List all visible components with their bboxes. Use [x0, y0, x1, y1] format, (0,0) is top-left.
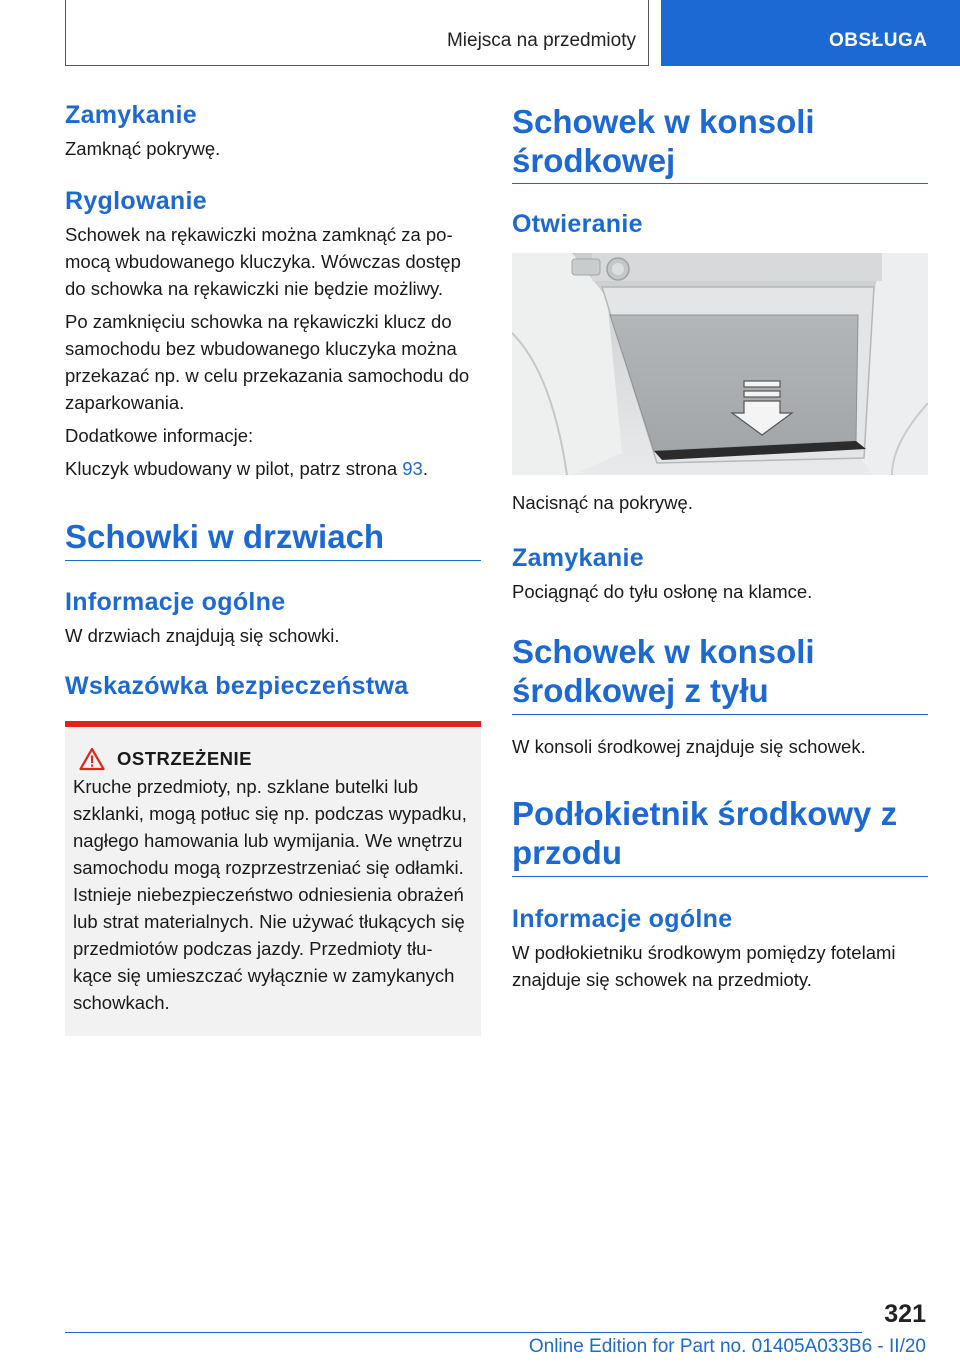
warning-box	[65, 721, 481, 1036]
heading-ryglowanie: Ryglowanie	[65, 187, 207, 215]
console-storage-image	[512, 253, 928, 475]
header-chapter-tab	[661, 0, 960, 66]
heading-schowek-konsoli-tyl: Schowek w konsoli środkowej z tyłu	[512, 632, 928, 715]
left-column	[65, 100, 481, 1036]
heading-otwieranie: Otwieranie	[512, 210, 643, 238]
heading-schowki-w-drzwiach: Schowki w drzwiach	[65, 517, 481, 561]
text-otwieranie: Nacisnąć na pokrywę.	[512, 492, 693, 513]
text-konsola-tyl: W konsoli środkowej znajduje się schowek.	[512, 736, 866, 757]
heading-informacje-ogolne-drzwi: Informacje ogólne	[65, 588, 286, 616]
header-section-title: Miejsca na przedmioty	[446, 30, 636, 51]
footer-divider	[65, 1332, 862, 1333]
page-number: 321	[884, 1300, 926, 1328]
page-link-93[interactable]: 93	[402, 458, 423, 479]
heading-zamykanie-konsola: Zamykanie	[512, 544, 644, 572]
console-storage-illustration	[512, 253, 928, 475]
text-ryglowanie-1: Schowek na rękawiczki można zamknąć za po- mocą wbudowanego kluczyka. Wówczas dostęp do schowka na rękawiczki nie będzie możliwy.	[65, 224, 461, 299]
heading-zamykanie: Zamykanie	[65, 101, 197, 129]
text-kluczyk	[65, 455, 481, 482]
heading-schowek-konsoli: Schowek w konsoli środkowej	[512, 102, 928, 184]
text-kluczyk-end: .	[422, 458, 428, 479]
text-informacje-podlokietnik: W podłokietniku środkowym pomiędzy fotelami znajduje się schowek na przedmioty.	[512, 942, 896, 990]
text-zamykanie: Zamknąć pokrywę.	[65, 138, 221, 159]
warning-header	[73, 747, 473, 771]
text-dodatkowe: Dodatkowe informacje:	[65, 425, 254, 446]
header-section-box	[65, 0, 649, 66]
text-informacje-drzwi: W drzwiach znajdują się schowki.	[65, 625, 340, 646]
right-column	[512, 100, 928, 993]
heading-wskazowka-bezpieczenstwa: Wskazówka bezpieczeństwa	[65, 672, 409, 700]
warning-triangle-icon	[79, 747, 105, 771]
header-chapter-title: OBSŁUGA	[829, 30, 928, 51]
text-zamykanie-konsola: Pociągnąć do tyłu osłonę na klamce.	[512, 581, 813, 602]
heading-podlokietnik: Podłokietnik środkowy z przodu	[512, 794, 928, 877]
text-ryglowanie-2: Po zamknięciu schowka na rękawiczki klucz do samochodu bez wbudowanego kluczyka można przekazać np. w celu przekazania samochodu do zaparkowania.	[65, 311, 470, 413]
warning-title: OSTRZEŻENIE	[117, 748, 253, 769]
footer-edition-text: Online Edition for Part no. 01405A033B6 - II/20	[528, 1336, 926, 1357]
heading-informacje-ogolne-podlokietnik: Informacje ogólne	[512, 905, 733, 933]
warning-text: Kruche przedmioty, np. szklane butelki lub szklanki, mogą potłuc się np. podczas wypadku, nagłego hamowania lub wymijania. We wnętrzu samochodu mogą rozprzestrzeniać się odłamki. Istnieje niebezpieczeństwo odniesienia obrażeń lub strat materialnych. Nie używać tłukących się przedmiotów podczas jazdy. Przedmioty tłu- kące się umieszczać wyłącznie w zamykanych schowkach.	[73, 776, 467, 1013]
text-kluczyk-main: Kluczyk wbudowany w pilot, patrz strona	[65, 458, 403, 479]
